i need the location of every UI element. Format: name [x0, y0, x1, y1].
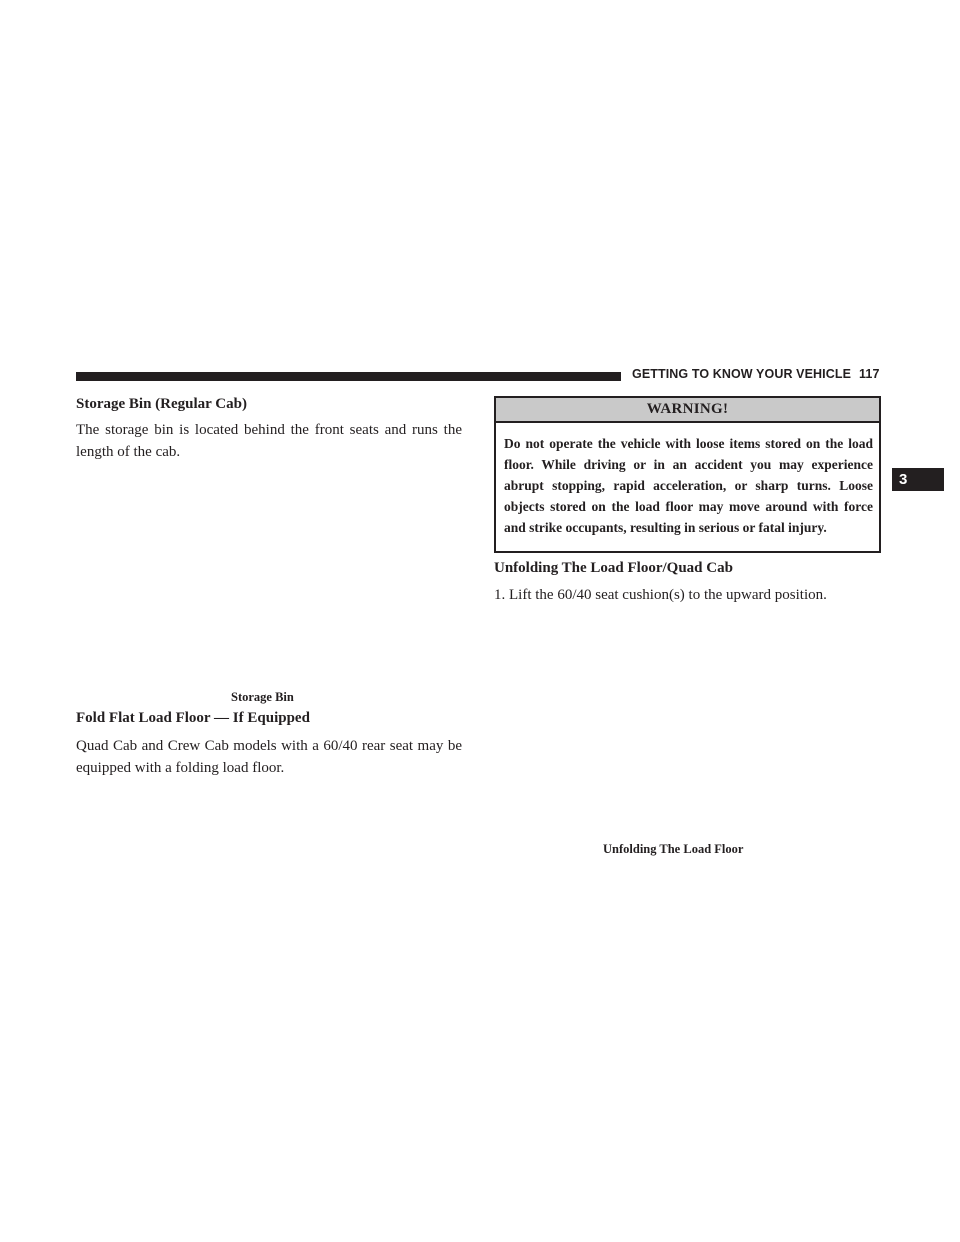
unfolding-heading: Unfolding The Load Floor/Quad Cab — [494, 560, 733, 576]
chapter-tab: 3 — [892, 468, 944, 491]
unfolding-caption: Unfolding The Load Floor — [603, 842, 744, 856]
storage-bin-caption: Storage Bin — [231, 690, 294, 704]
header-rule — [76, 372, 621, 381]
fold-flat-text: Quad Cab and Crew Cab models with a 60/40 rear seat may be equipped with a folding load floor. — [76, 738, 462, 776]
running-header — [632, 367, 880, 381]
warning-text: Do not operate the vehicle with loose items stored on the load floor. While driving or in an accident you may experience abrupt stopping, rapid acceleration, or sharp turns. Loose objects stored on the load floor may move around with force and strike occupants, resulting in serious or fatal injury. — [504, 436, 873, 535]
storage-bin-heading: Storage Bin (Regular Cab) — [76, 396, 247, 412]
step-1-text: 1. Lift the 60/40 seat cushion(s) to the upward position. — [494, 587, 827, 603]
page-number: 117 — [859, 367, 880, 381]
storage-bin-text: The storage bin is located behind the front seats and runs the length of the cab. — [76, 422, 462, 460]
warning-title: WARNING! — [496, 398, 879, 423]
section-title: GETTING TO KNOW YOUR VEHICLE — [632, 367, 852, 381]
warning-box — [494, 396, 881, 553]
fold-flat-heading: Fold Flat Load Floor — If Equipped — [76, 710, 310, 726]
